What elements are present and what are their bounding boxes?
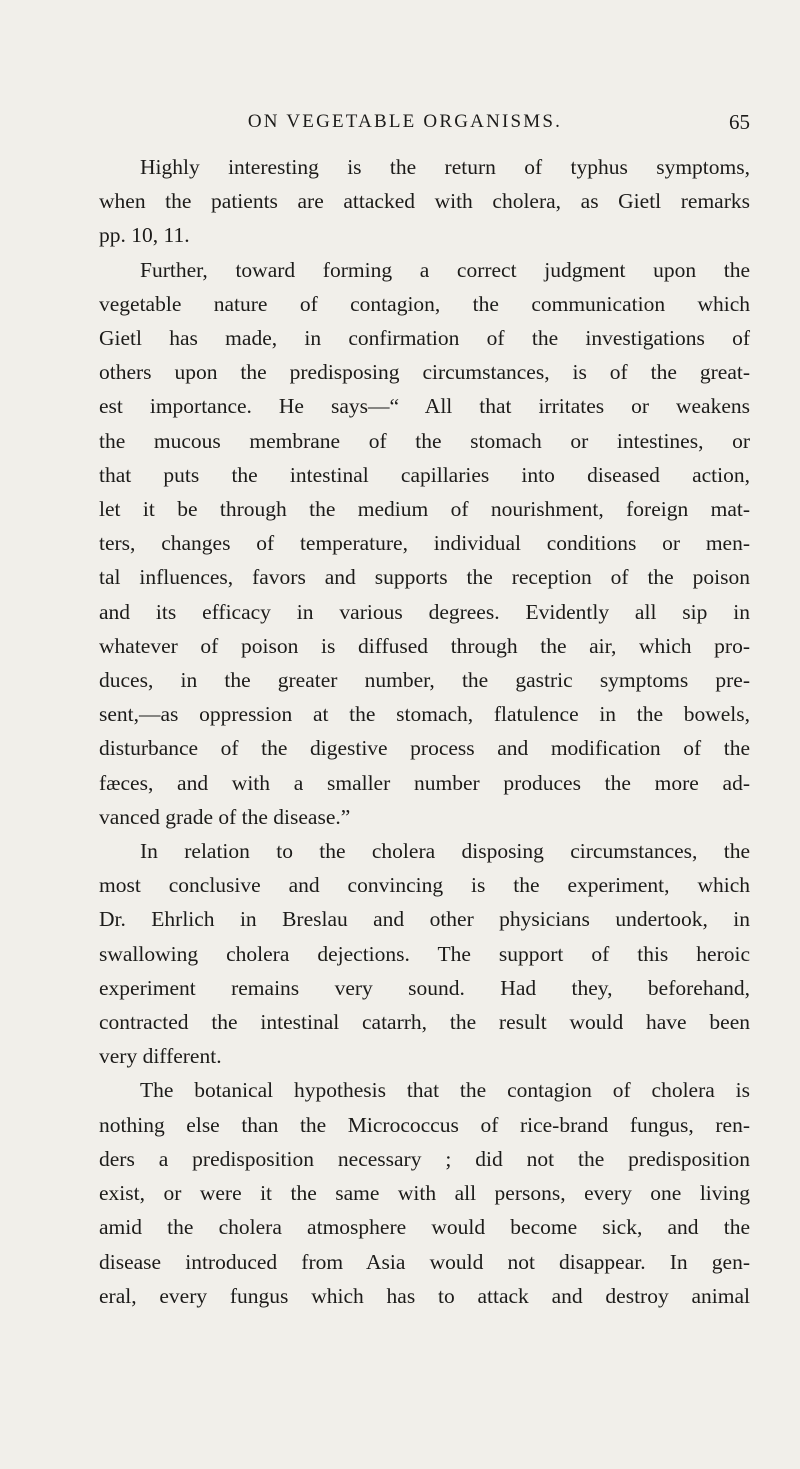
paragraph [99, 1073, 750, 1312]
text-line: vegetable nature of contagion, the communication which [99, 291, 750, 316]
text-line: swallowing cholera dejections. The support of this heroic [99, 941, 750, 966]
page-number: 65 [729, 110, 750, 134]
text-line: nothing else than the Micrococcus of rice-brand fungus, ren- [99, 1112, 750, 1137]
text-line: disturbance of the digestive process and modification of the [99, 736, 750, 761]
paragraph [99, 150, 750, 253]
text-line: when the patients are attacked with cholera, as Gietl remarks [99, 189, 750, 214]
text-line: Further, toward forming a correct judgment upon the [140, 257, 750, 282]
text-line: duces, in the greater number, the gastric symptoms pre- [99, 668, 750, 693]
running-head [60, 107, 750, 137]
text-line: most conclusive and convincing is the experiment, which [99, 873, 750, 898]
text-line: tal influences, favors and supports the reception of the poison [99, 565, 750, 590]
body-text [99, 150, 750, 1313]
text-line: disease introduced from Asia would not disappear. In gen- [99, 1249, 750, 1274]
text-line: that puts the intestinal capillaries into diseased action, [99, 462, 750, 487]
text-line: experiment remains very sound. Had they, beforehand, [99, 975, 750, 1000]
text-line: fæces, and with a smaller number produces the more ad- [99, 770, 750, 795]
text-line: pp. 10, 11. [99, 223, 190, 248]
text-line: amid the cholera atmosphere would become sick, and the [99, 1215, 750, 1240]
text-line: In relation to the cholera disposing circumstances, the [140, 839, 750, 864]
text-line: sent,—as oppression at the stomach, flatulence in the bowels, [99, 702, 750, 727]
text-line: eral, every fungus which has to attack and destroy animal [99, 1283, 750, 1308]
text-line: the mucous membrane of the stomach or intestines, or [99, 428, 750, 453]
running-title: ON VEGETABLE ORGANISMS. [247, 111, 563, 132]
text-line: contracted the intestinal catarrh, the result would have been [99, 1010, 750, 1035]
text-line: ders a predisposition necessary ; did not the predisposition [99, 1146, 750, 1171]
text-line: Gietl has made, in confirmation of the investigations of [99, 326, 750, 351]
text-line: vanced grade of the disease.” [99, 804, 351, 829]
paragraph [99, 834, 750, 1073]
text-line: ters, changes of temperature, individual conditions or men- [99, 531, 750, 556]
text-line: The botanical hypothesis that the contagion of cholera is [140, 1078, 750, 1103]
text-line: very different. [99, 1044, 222, 1069]
text-line: let it be through the medium of nourishment, foreign mat- [99, 497, 750, 522]
text-line: est importance. He says—“ All that irritates or weakens [99, 394, 750, 419]
paragraph [99, 253, 750, 834]
text-line: exist, or were it the same with all persons, every one living [99, 1181, 750, 1206]
text-line: and its efficacy in various degrees. Evidently all sip in [99, 599, 750, 624]
text-line: Dr. Ehrlich in Breslau and other physicians undertook, in [99, 907, 750, 932]
text-line: others upon the predisposing circumstances, is of the great- [99, 360, 750, 385]
text-line: whatever of poison is diffused through the air, which pro- [99, 633, 750, 658]
text-line: Highly interesting is the return of typhus symptoms, [140, 155, 750, 179]
